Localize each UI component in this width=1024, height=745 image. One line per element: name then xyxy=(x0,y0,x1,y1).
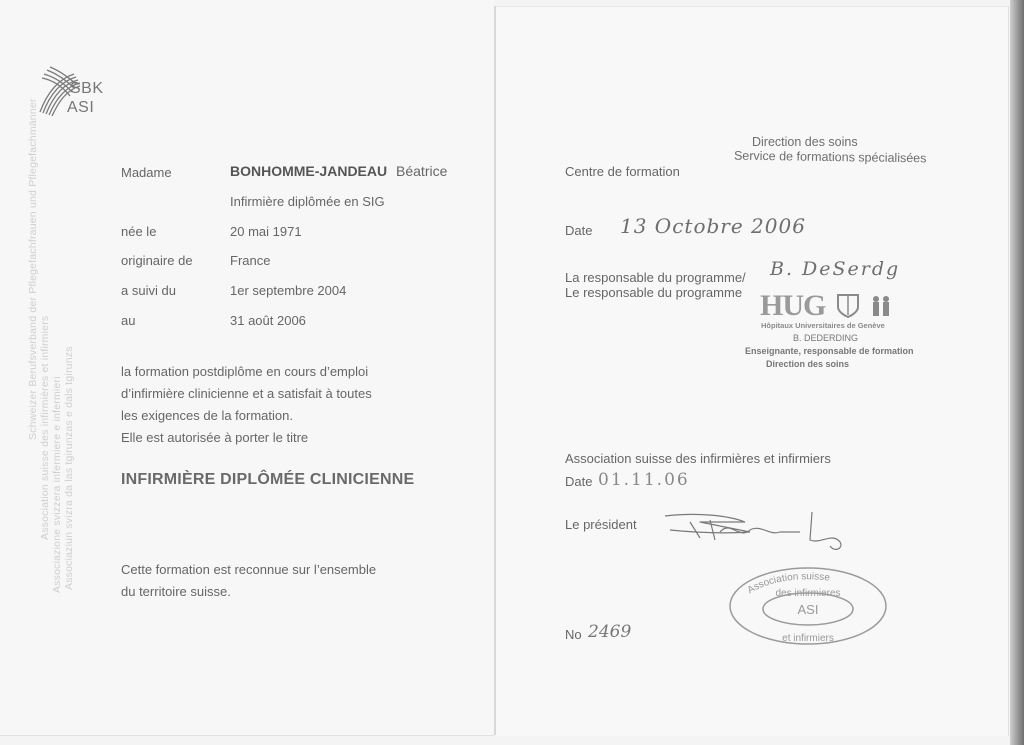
recognition-line-2: du territoire suisse. xyxy=(121,584,231,599)
date-handwritten: 13 Octobre 2006 xyxy=(620,214,806,238)
stamp-header-direction: Direction des soins xyxy=(752,135,858,149)
field-label-origin: originaire de xyxy=(121,253,193,268)
number-label: No xyxy=(565,627,582,642)
association-date-handwritten: 01.11.06 xyxy=(598,470,690,490)
date-label: Date xyxy=(565,223,593,238)
diploma-title: INFIRMIÈRE DIPLÔMÉE CLINICIENNE xyxy=(121,471,415,488)
field-value-start: 1er septembre 2004 xyxy=(230,283,347,298)
field-label-end: au xyxy=(121,313,136,328)
vertical-association-name-de: Schweizer Berufsverband der Pflegefachfrauen und Pflegefachmänner xyxy=(27,98,39,440)
asi-seal-stamp xyxy=(728,566,888,646)
vertical-association-name-fr: Association suisse des infirmières et infirmiers xyxy=(39,315,51,540)
hug-logo: HUG xyxy=(760,289,826,322)
body-line-1: la formation postdiplôme en cours d’emploi xyxy=(121,364,369,379)
svg-text:ASI: ASI xyxy=(797,602,819,617)
centre-label: Centre de formation xyxy=(565,164,680,179)
salutation-label: Madame xyxy=(121,165,172,180)
scan-edge-shadow xyxy=(1010,0,1024,745)
responsable-line-1: La responsable du programme/ xyxy=(565,270,746,285)
logo-text-sbk: SBK xyxy=(70,80,104,97)
holder-first-name: Béatrice xyxy=(396,163,448,179)
hug-person-role: Enseignante, responsable de formation xyxy=(745,346,914,356)
svg-text:Association suisse: Association suisse xyxy=(745,571,831,597)
number-handwritten: 2469 xyxy=(588,622,632,642)
president-label: Le président xyxy=(565,517,637,532)
svg-text:des infirmieres: des infirmieres xyxy=(775,588,841,599)
responsable-signature: B. DeSerdg xyxy=(770,258,901,280)
field-value-birthdate: 20 mai 1971 xyxy=(230,224,302,239)
body-line-2: d’infirmière clinicienne et a satisfait à toutes xyxy=(121,386,372,401)
field-label-birthdate: née le xyxy=(121,224,157,239)
hug-institution: Hôpitaux Universitaires de Genève xyxy=(761,321,885,330)
hug-person-name: B. DEDERDING xyxy=(793,333,859,343)
responsable-line-2: Le responsable du programme xyxy=(565,285,743,300)
page-fold-divider xyxy=(494,6,496,735)
stamp-header-service: Service de formations spécialisées xyxy=(733,148,927,166)
body-line-3: les exigences de la formation. xyxy=(121,408,293,423)
vertical-association-name-rm: Associaziun svizra da las tgirunzas e dals tgirunzs xyxy=(63,346,75,590)
field-value-end: 31 août 2006 xyxy=(230,313,306,328)
vertical-association-name-it: Associazione svizzera infermiere e infermieri xyxy=(51,376,63,593)
holder-name xyxy=(230,163,447,181)
field-label-start: a suivi du xyxy=(121,283,176,298)
field-value-origin: France xyxy=(230,253,271,268)
body-line-4: Elle est autorisée à porter le titre xyxy=(121,430,309,445)
svg-text:et infirmiers: et infirmiers xyxy=(782,633,834,644)
holder-last-name: BONHOMME-JANDEAU xyxy=(230,163,388,179)
geneva-crest-icon xyxy=(836,293,896,319)
president-signature xyxy=(660,510,860,560)
logo-text-asi: ASI xyxy=(67,99,95,116)
recognition-line-1: Cette formation est reconnue sur l’ensemble xyxy=(121,562,377,577)
association-date-label: Date xyxy=(565,474,593,489)
holder-qualification: Infirmière diplômée en SIG xyxy=(230,194,385,209)
association-label: Association suisse des infirmières et infirmiers xyxy=(565,451,831,466)
hug-department: Direction des soins xyxy=(766,359,850,369)
